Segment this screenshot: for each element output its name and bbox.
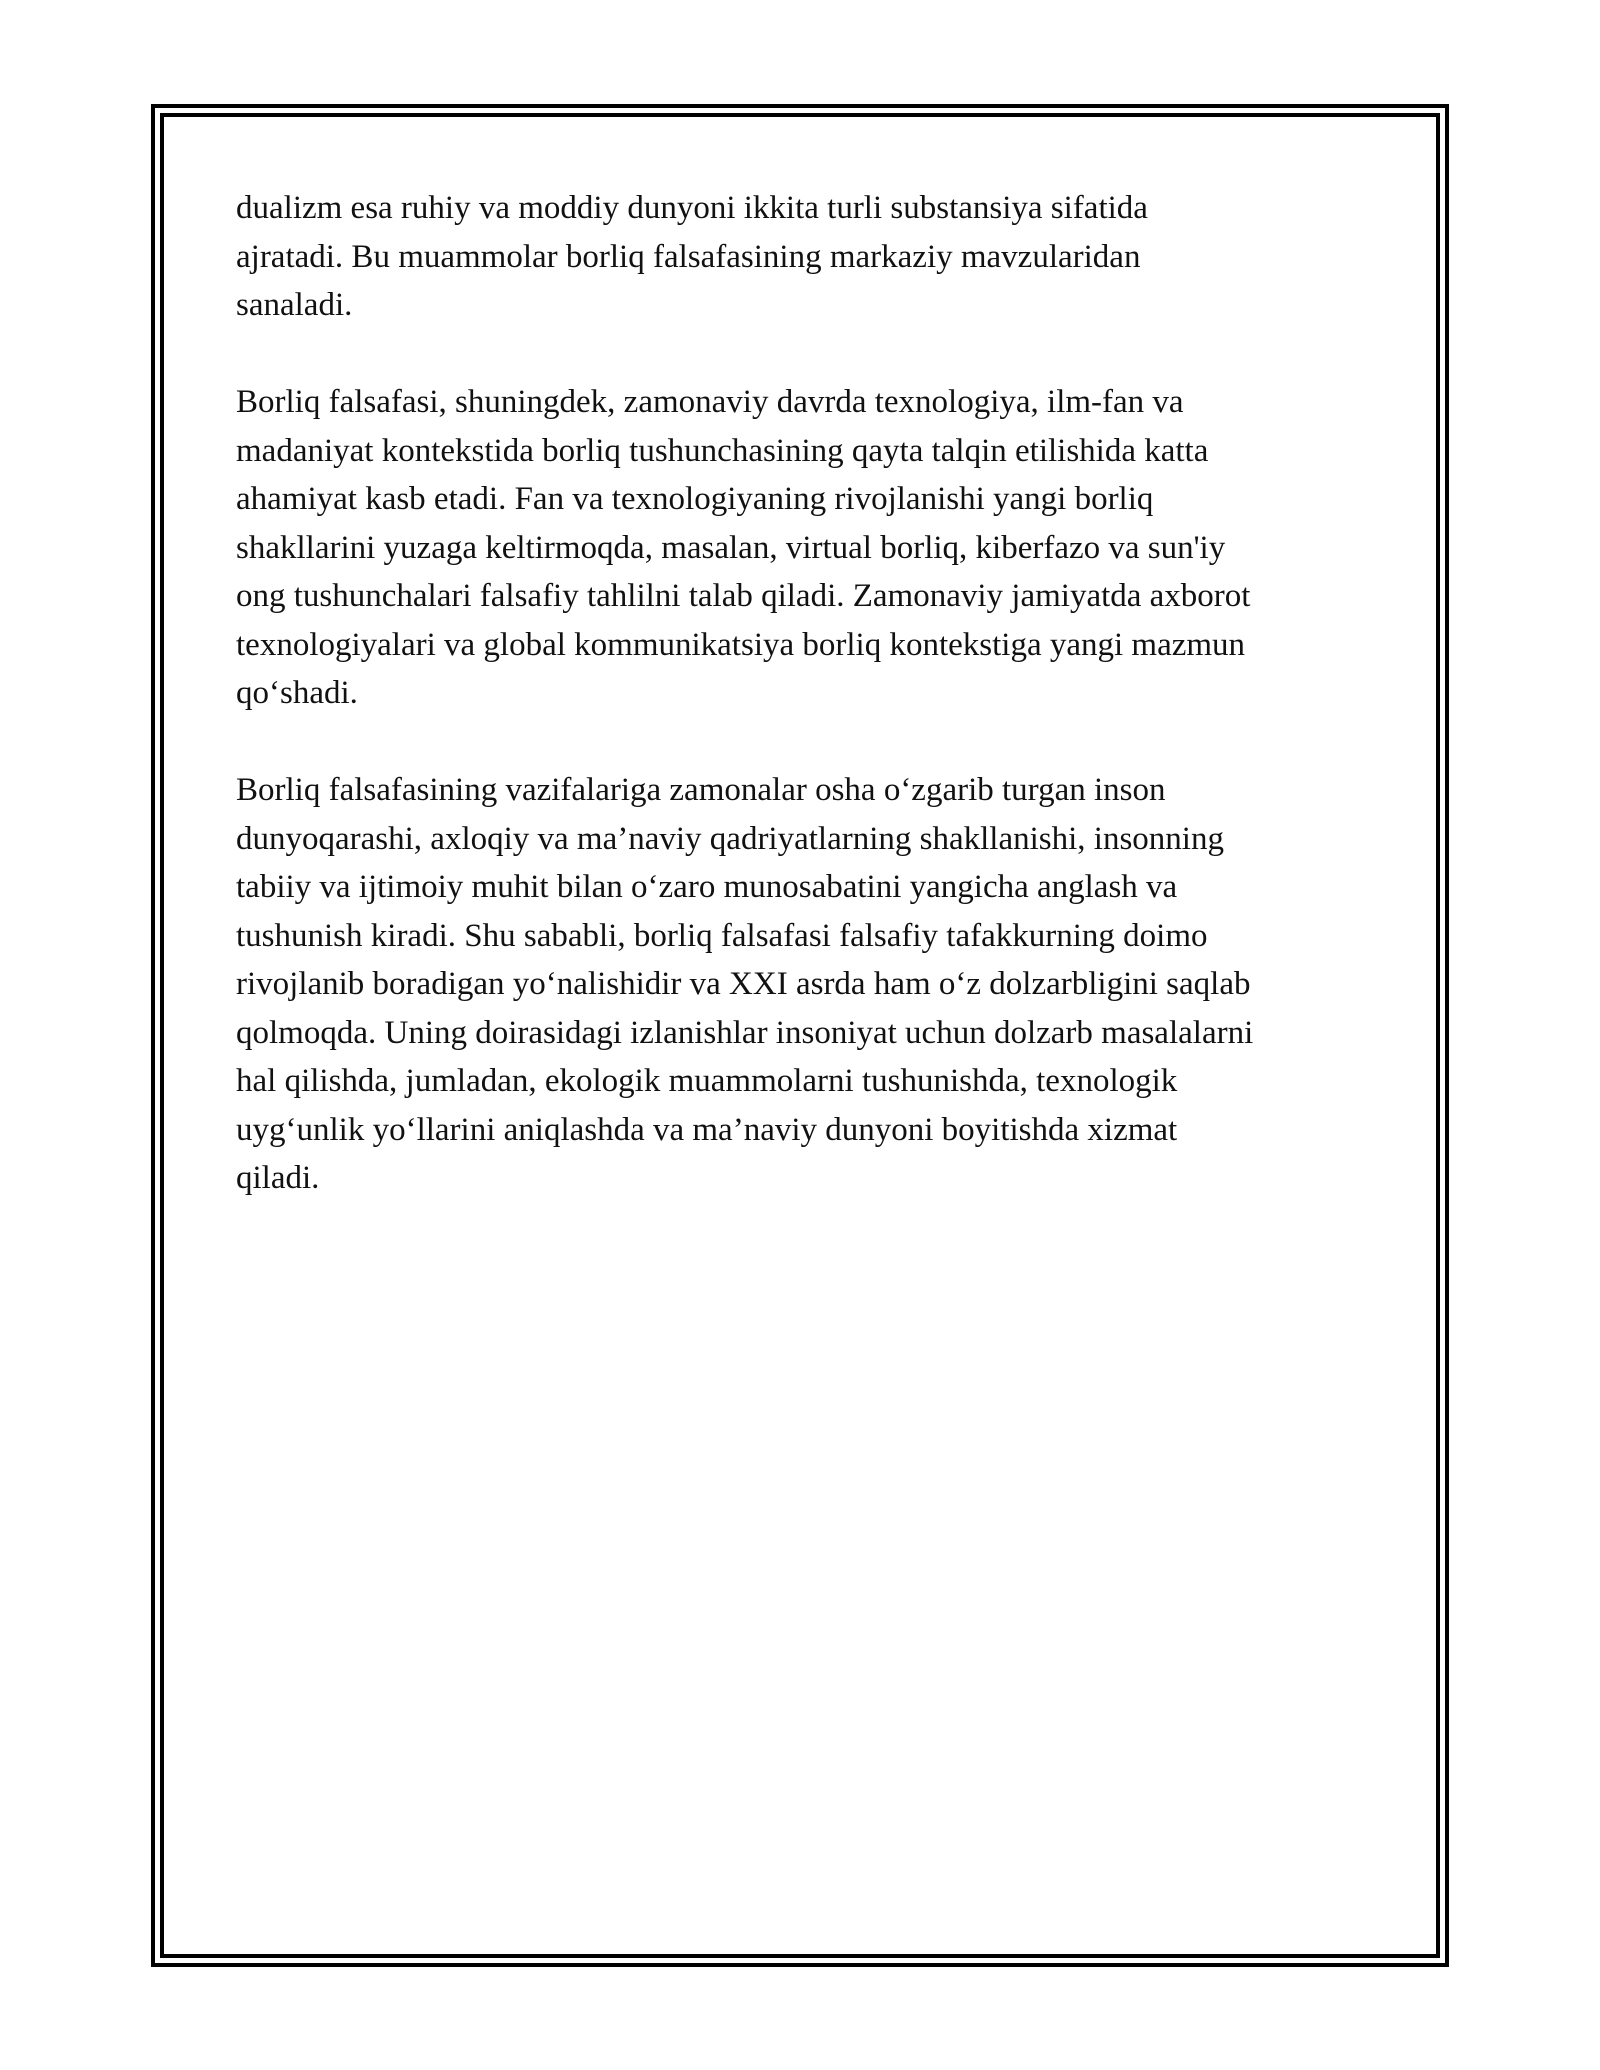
text-line: uyg‘unlik yo‘llarini aniqlashda va ma’naviy dunyoni boyitishda xizmat — [236, 1111, 1178, 1148]
text-line: tushunish kiradi. Shu sababli, borliq falsafasi falsafiy tafakkurning doimo — [236, 917, 1208, 954]
text-line: hal qilishda, jumladan, ekologik muammolarni tushunishda, texnologik — [236, 1063, 1178, 1099]
text-line: ong tushunchalari falsafiy tahlilni talab qiladi. Zamonaviy jamiyatda axborot — [236, 578, 1251, 614]
text-line: sanaladi. — [236, 287, 353, 323]
text-line: shakllarini yuzaga keltirmoqda, masalan, virtual borliq, kiberfazo va sun'iy — [236, 529, 1226, 566]
text-line: texnologiyalari va global kommunikatsiya borliq kontekstiga yangi mazmun — [236, 626, 1246, 663]
text-line: qiladi. — [236, 1160, 320, 1196]
body-text — [236, 184, 1386, 1251]
paragraph-2 — [236, 378, 1386, 718]
text-line: Borliq falsafasining vazifalariga zamonalar osha o‘zgarib turgan inson — [236, 772, 1166, 808]
text-line: ajratadi. Bu muammolar borliq falsafasining markaziy mavzularidan — [236, 238, 1141, 275]
text-line: dualizm esa ruhiy va moddiy dunyoni ikkita turli substansiya sifatida — [236, 190, 1148, 226]
text-line: tabiiy va ijtimoiy muhit bilan o‘zaro munosabatini yangicha anglash va — [236, 869, 1178, 905]
text-line: dunyoqarashi, axloqiy va ma’naviy qadriyatlarning shakllanishi, insonning — [236, 820, 1224, 857]
text-line: qo‘shadi. — [236, 675, 358, 711]
text-line: rivojlanib boradigan yo‘nalishidir va XXI asrda ham o‘z dolzarbligini saqlab — [236, 966, 1251, 1002]
paragraph-3 — [236, 766, 1386, 1203]
text-line: Borliq falsafasi, shuningdek, zamonaviy davrda texnologiya, ilm-fan va — [236, 384, 1184, 420]
text-line: madaniyat kontekstida borliq tushunchasining qayta talqin etilishida katta — [236, 432, 1209, 469]
text-line: ahamiyat kasb etadi. Fan va texnologiyaning rivojlanishi yangi borliq — [236, 481, 1154, 517]
text-line: qolmoqda. Uning doirasidagi izlanishlar insoniyat uchun dolzarb masalalarni — [236, 1014, 1254, 1051]
paragraph-1 — [236, 184, 1386, 330]
